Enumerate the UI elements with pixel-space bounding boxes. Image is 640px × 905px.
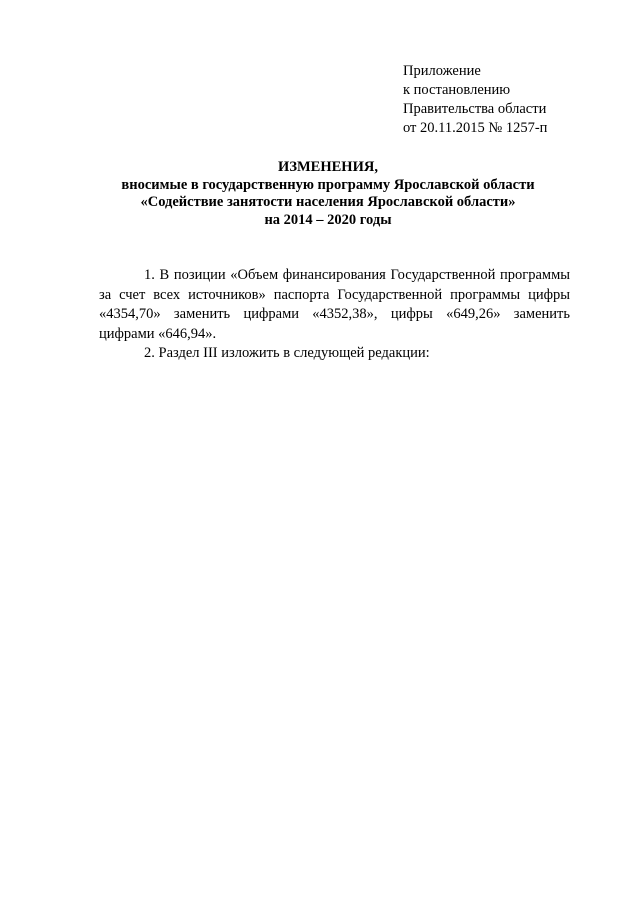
- title-line-3: «Содействие занятости населения Ярославской области»: [140, 194, 516, 210]
- title-heading: ИЗМЕНЕНИЯ,: [278, 159, 378, 175]
- paragraph-1: 1. В позиции «Объем финансирования Государственной программы за счет всех источников» паспорта Государственной программы цифры «4354,70» заменить цифрами «4352,38», цифры «649,26» заменить цифрами «646,94».: [99, 267, 570, 342]
- annex-block: [403, 62, 547, 138]
- annex-line-1: Приложение: [403, 63, 481, 79]
- document-title: [88, 159, 568, 229]
- title-line-4: на 2014 – 2020 годы: [264, 211, 392, 228]
- annex-line-2: к постановлению: [403, 82, 511, 98]
- title-line-2: вносимые в государственную программу Ярославской области: [121, 176, 535, 193]
- paragraph-2: 2. Раздел III изложить в следующей редакции:: [144, 345, 430, 361]
- document-body: [99, 266, 570, 364]
- annex-line-3: Правительства области: [403, 101, 547, 117]
- annex-line-4: от 20.11.2015 № 1257-п: [403, 120, 548, 136]
